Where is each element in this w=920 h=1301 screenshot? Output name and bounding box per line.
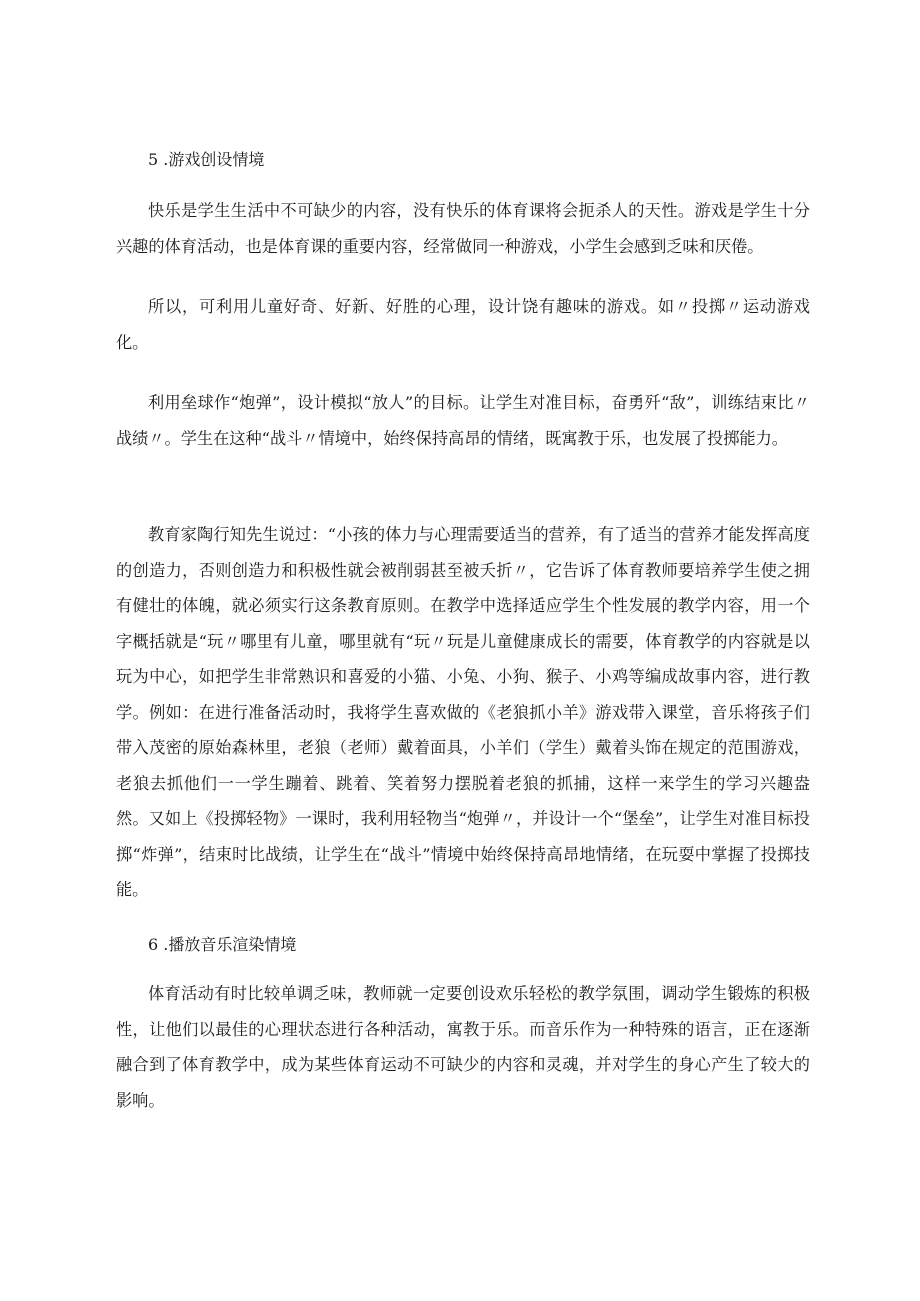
paragraph: 利用垒球作“炮弹”，设计模拟“放人”的目标。让学生对准目标，奋勇歼“敌”，训练结束比〃战绩〃。学生在这种“战斗〃情境中，始终保持高昂的情绪，既寓教于乐，也发展了投掷能力。 (116, 393, 810, 448)
paragraph: 教育家陶行知先生说过：“小孩的体力与心理需要适当的营养，有了适当的营养才能发挥高度的创造力，否则创造力和积极性就会被削弱甚至被夭折〃，它告诉了体育教师要培养学生使之拥有健壮的体魄，就必须实行这条教育原则。在教学中选择适应学生个性发展的教学内容，用一个字概括就是“玩〃哪里有儿童，哪里就有“玩〃玩是儿童健康成长的需要，体育教学的内容就是以玩为中心，如把学生非常熟识和喜爱的小猫、小兔、小狗、猴子、小鸡等编成故事内容，进行教学。例如：在进行准备活动时，我将学生喜欢做的《老狼抓小羊》游戏带入课堂，音乐将孩子们带入茂密的原始森林里，老狼（老师）戴着面具，小羊们（学生）戴着头饰在规定的范围游戏，老狼去抓他们一一学生蹦着、跳着、笑着努力摆脱着老狼的抓捕，这样一来学生的学习兴趣盎然。又如上《投掷轻物》一课时，我利用轻物当“炮弹〃，并设计一个“堡垒”，让学生对准目标投掷“炸弹”，结束时比战绩，让学生在“战斗”情境中始终保持高昂地情绪，在玩耍中掌握了投掷技能。 (116, 525, 810, 899)
section-heading-6: 6 .播放音乐渲染情境 (148, 935, 297, 954)
section-heading-5: 5 .游戏创设情境 (148, 150, 265, 169)
paragraph: 快乐是学生生活中不可缺少的内容，没有快乐的体育课将会扼杀人的天性。游戏是学生十分兴趣的体育活动，也是体育课的重要内容，经常做同一种游戏，小学生会感到乏味和厌倦。 (116, 201, 810, 256)
paragraph: 体育活动有时比较单调乏味，教师就一定要创设欢乐轻松的教学氛围，调动学生锻炼的积极性，让他们以最佳的心理状态进行各种活动，寓教于乐。而音乐作为一种特殊的语言，正在逐渐融合到了体育教学中，成为某些体育运动不可缺少的内容和灵魂，并对学生的身心产生了较大的影响。 (116, 984, 810, 1110)
paragraph: 所以，可利用儿童好奇、好新、好胜的心理，设计饶有趣味的游戏。如〃投掷〃运动游戏化。 (116, 297, 810, 352)
